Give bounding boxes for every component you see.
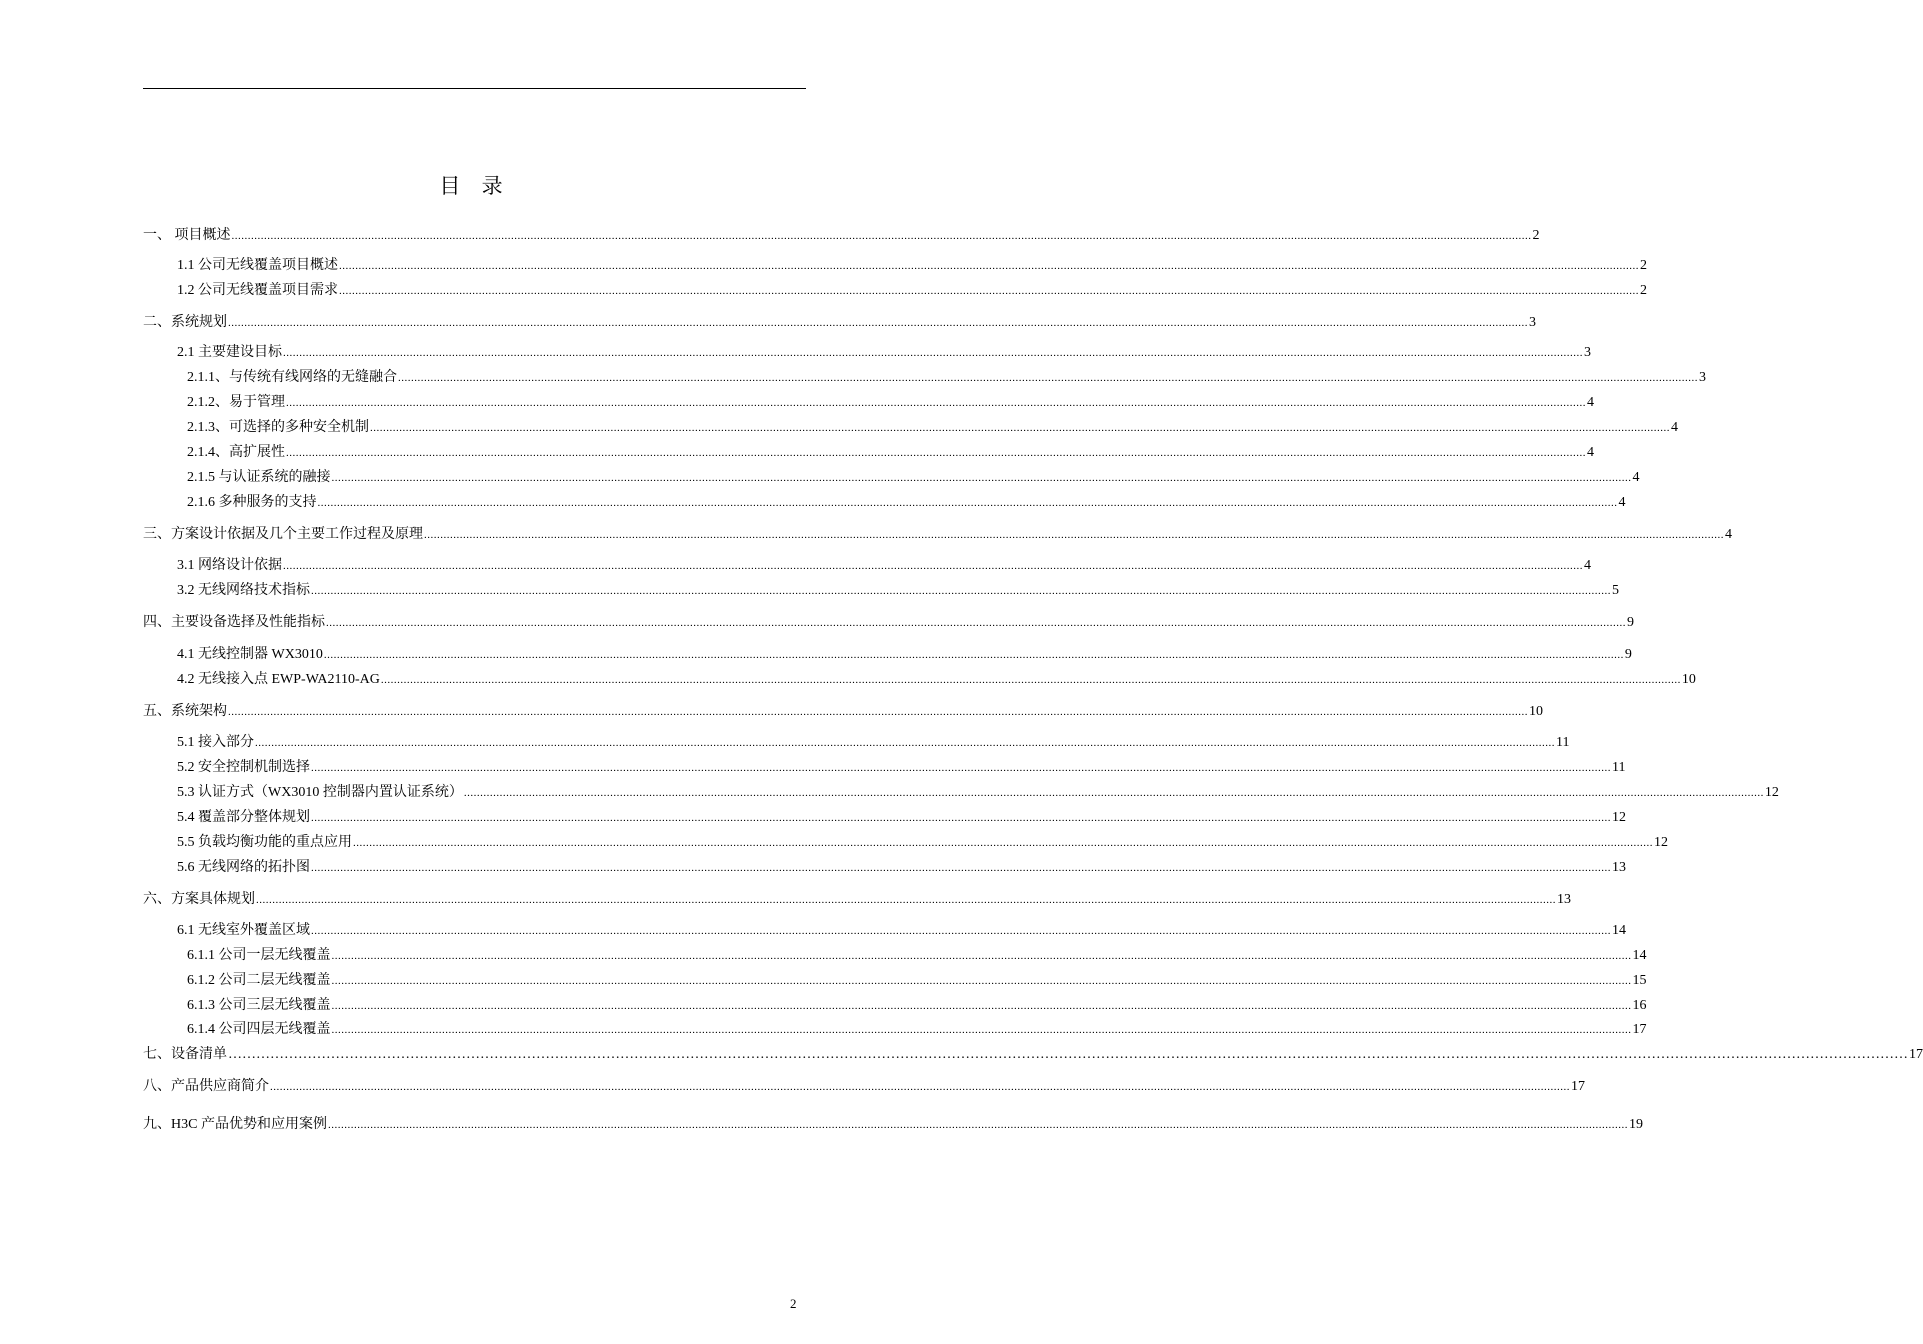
toc-entry-label: 2.1.3、可选择的多种安全机制: [187, 420, 369, 435]
toc-entry[interactable]: [177, 581, 1619, 601]
toc-entry[interactable]: [177, 256, 1647, 276]
dot-leader: ................................................................................................................................................................................................................................................................................................................................................................................................................: [326, 617, 1626, 629]
toc-entry[interactable]: [187, 493, 1626, 513]
dot-leader: ................................................................................................................................................................................................................................................................................................................................................................................................................: [353, 837, 1653, 849]
toc-entry-label: 三、方案设计依据及几个主要工作过程及原理: [143, 527, 423, 542]
dot-leader: ................................................................................................................................................................................................................................................................................................................................................................................................................: [380, 674, 1681, 686]
toc-entry-page: 4: [1587, 445, 1594, 460]
toc-entry[interactable]: [143, 226, 1540, 246]
dot-leader: ................................................................................................................................................................................................................................................................................................................................................................................................................: [424, 529, 1724, 541]
toc-entry-page: 11: [1612, 760, 1626, 775]
toc-entry-label: 5.2 安全控制机制选择: [177, 760, 310, 775]
toc-entry[interactable]: [187, 443, 1594, 463]
toc-entry-label: 2.1.2、易于管理: [187, 395, 285, 410]
toc-entry-page: 2: [1640, 258, 1647, 273]
toc-entry-label: 四、主要设备选择及性能指标: [143, 615, 325, 630]
dot-leader: ................................................................................................................................................................................................................................................................................................................................................................................................................: [331, 1000, 1632, 1012]
dot-leader: ................................................................................................................................................................................................................................................................................................................................................................................................................: [339, 285, 1639, 297]
toc-entry[interactable]: [143, 525, 1732, 545]
toc-entry-page: 10: [1529, 704, 1543, 719]
dot-leader: ................................................................................................................................................................................................................................................................................................................................................................................................................: [311, 925, 1611, 937]
toc-entry-label: 6.1.1 公司一层无线覆盖: [187, 948, 331, 963]
toc-entry-label: 3.2 无线网络技术指标: [177, 583, 310, 598]
dot-leader: ................................................................................................................................................................................................................................................................................................................................................................................................................: [228, 317, 1528, 329]
toc-entry-page: 14: [1632, 948, 1647, 963]
toc-entry-page: 4: [1725, 527, 1732, 542]
dot-leader: ................................................................................................................................................................................................................................................................................................................................................................................................................: [331, 950, 1632, 962]
toc-entry-page: 4: [1587, 395, 1594, 410]
toc-entry-label: 6.1.4 公司四层无线覆盖: [187, 1022, 331, 1037]
dot-leader: ................................................................................................................................................................................................................................................................................................................................................................................................................: [228, 706, 1528, 718]
toc-entry-page: 17: [1909, 1047, 1923, 1062]
toc-entry[interactable]: [177, 808, 1626, 828]
toc-entry[interactable]: [143, 1045, 1923, 1065]
toc-entry[interactable]: [177, 758, 1626, 778]
toc-entry-page: 19: [1628, 1117, 1643, 1132]
toc-entry[interactable]: [143, 1115, 1643, 1135]
toc-entry[interactable]: [177, 670, 1696, 690]
dot-leader: ................................................................................................................................................................................................................................................................................................................................................................................................................: [286, 447, 1586, 459]
toc-entry[interactable]: [177, 556, 1591, 576]
toc-entry-page: 12: [1612, 810, 1626, 825]
toc-entry[interactable]: [187, 418, 1678, 438]
toc-entry[interactable]: [177, 343, 1591, 363]
dot-leader: ................................................................................................................................................................................................................................................................................................................................................................................................................: [331, 975, 1632, 987]
dot-leader: ................................................................................................................................................................................................................................................................................................................................................................................................................: [283, 347, 1583, 359]
toc-entry-label: 八、产品供应商简介: [143, 1079, 269, 1094]
toc-entry-label: 七、设备清单: [143, 1047, 227, 1062]
toc-entry[interactable]: [177, 281, 1647, 301]
toc-entry-label: 3.1 网络设计依据: [177, 558, 282, 573]
toc-entry[interactable]: [187, 368, 1706, 388]
dot-leader: ................................................................................................................................................................................................................................................................................................................................................................................................................: [311, 862, 1611, 874]
toc-entry-page: 4: [1671, 420, 1678, 435]
toc-entry-label: 5.5 负载均衡功能的重点应用: [177, 835, 352, 850]
toc-entry-page: 3: [1529, 315, 1536, 330]
toc-entry[interactable]: [143, 702, 1543, 722]
toc-entry-page: 13: [1612, 860, 1626, 875]
dot-leader: ................................................................................................................................................................................................................................................................................................................................................................................................................: [283, 560, 1583, 572]
toc-entry-label: 6.1.3 公司三层无线覆盖: [187, 998, 331, 1013]
toc-entry-page: 4: [1632, 470, 1640, 485]
dot-leader: ................................................................................................................................................................................................................................................................................................................................................................................................................: [339, 260, 1639, 272]
toc-entry[interactable]: [177, 733, 1570, 753]
toc-entry[interactable]: [177, 783, 1779, 803]
dot-leader: ................................................................................................................................................................................................................................................................................................................................................................................................................: [331, 472, 1632, 484]
toc-entry-page: 3: [1699, 370, 1706, 385]
toc-entry[interactable]: [177, 858, 1626, 878]
toc-entry-label: 2.1.6 多种服务的支持: [187, 495, 317, 510]
toc-entry-label: 二、系统规划: [143, 315, 227, 330]
toc-entry[interactable]: [177, 833, 1668, 853]
toc-title: 目 录: [439, 174, 511, 198]
toc-entry-label: 6.1 无线室外覆盖区域: [177, 923, 310, 938]
toc-entry[interactable]: [143, 613, 1634, 633]
toc-entry[interactable]: [177, 921, 1626, 941]
toc-entry-page: 9: [1624, 647, 1632, 662]
toc-entry-label: 4.2 无线接入点 EWP-WA2110-AG: [177, 672, 380, 687]
toc-entry-page: 16: [1632, 998, 1647, 1013]
toc-entry-page: 12: [1654, 835, 1668, 850]
toc-entry-page: 2: [1640, 283, 1647, 298]
dot-leader: ................................................................................................................................................................................................................................................................................................................................................................................................................: [317, 497, 1618, 509]
dot-leader: ................................................................................................................................................................................................................................................................................................................................................................................................................: [270, 1081, 1570, 1093]
toc-entry-page: 14: [1612, 923, 1626, 938]
toc-entry-label: 6.1.2 公司二层无线覆盖: [187, 973, 331, 988]
toc-entry[interactable]: [143, 313, 1536, 333]
toc-entry-label: 六、方案具体规划: [143, 892, 255, 907]
toc-entry-label: 1.2 公司无线覆盖项目需求: [177, 283, 338, 298]
toc-entry-page: 4: [1584, 558, 1591, 573]
toc-entry-page: 2: [1532, 228, 1540, 243]
toc-entry-page: 17: [1632, 1022, 1647, 1037]
dot-leader: ................................................................................................................................................................................................................................................................................................................................................................................................................: [311, 585, 1611, 597]
dot-leader: ................................................................................................................................................................................................................................................................................................................................................................................................................: [331, 1024, 1632, 1036]
toc-entry-label: 2.1 主要建设目标: [177, 345, 282, 360]
toc-entry-label: 5.1 接入部分: [177, 735, 254, 750]
toc-entry-label: 5.3 认证方式（WX3010 控制器内置认证系统）: [177, 785, 463, 800]
dot-leader: ………………………………………………………………………………………………………………………………………………………………………………………………………………………………………………………………………………………………………………………………: [228, 1047, 1908, 1062]
toc-entry[interactable]: [187, 468, 1640, 488]
toc-entry-page: 10: [1681, 672, 1696, 687]
toc-entry-page: 17: [1571, 1079, 1585, 1094]
toc-entry-page: 5: [1612, 583, 1619, 598]
page-number: 2: [790, 1296, 797, 1311]
toc-entry-label: 1.1 公司无线覆盖项目概述: [177, 258, 338, 273]
dot-leader: ................................................................................................................................................................................................................................................................................................................................................................................................................: [231, 230, 1532, 242]
dot-leader: ................................................................................................................................................................................................................................................................................................................................................................................................................: [327, 1119, 1628, 1131]
dot-leader: ................................................................................................................................................................................................................................................................................................................................................................................................................: [311, 762, 1611, 774]
dot-leader: ................................................................................................................................................................................................................................................................................................................................................................................................................: [286, 397, 1586, 409]
toc-entry-page: 13: [1557, 892, 1571, 907]
toc-entry[interactable]: [187, 946, 1647, 966]
dot-leader: ................................................................................................................................................................................................................................................................................................................................................................................................................: [398, 372, 1698, 384]
toc-entry[interactable]: [187, 1020, 1647, 1040]
toc-entry-label: 2.1.5 与认证系统的融接: [187, 470, 331, 485]
toc-entry-page: 12: [1764, 785, 1779, 800]
toc-entry[interactable]: [177, 645, 1632, 665]
dot-leader: ................................................................................................................................................................................................................................................................................................................................................................................................................: [256, 894, 1556, 906]
toc-entry[interactable]: [187, 393, 1594, 413]
dot-leader: ................................................................................................................................................................................................................................................................................................................................................................................................................: [255, 737, 1555, 749]
toc-entry-label: 九、H3C 产品优势和应用案例: [143, 1117, 327, 1132]
toc-entry-page: 3: [1584, 345, 1591, 360]
toc-entry-page: 9: [1627, 615, 1634, 630]
dot-leader: ................................................................................................................................................................................................................................................................................................................................................................................................................: [323, 649, 1624, 661]
toc-entry-page: 15: [1632, 973, 1647, 988]
dot-leader: ................................................................................................................................................................................................................................................................................................................................................................................................................: [463, 787, 1764, 799]
toc-entry[interactable]: [187, 996, 1647, 1016]
toc-entry-label: 5.4 覆盖部分整体规划: [177, 810, 310, 825]
toc-entry-page: 11: [1556, 735, 1570, 750]
toc-entry[interactable]: [187, 971, 1647, 991]
toc-entry-label: 2.1.1、与传统有线网络的无缝融合: [187, 370, 397, 385]
toc-entry[interactable]: [143, 1077, 1585, 1097]
toc-entry-label: 4.1 无线控制器 WX3010: [177, 647, 323, 662]
toc-entry-page: 4: [1618, 495, 1626, 510]
toc-entry-label: 2.1.4、高扩展性: [187, 445, 285, 460]
toc-entry-label: 一、 项目概述: [143, 228, 231, 243]
dot-leader: ................................................................................................................................................................................................................................................................................................................................................................................................................: [311, 812, 1611, 824]
toc-entry-label: 5.6 无线网络的拓扑图: [177, 860, 310, 875]
toc-entry[interactable]: [143, 890, 1571, 910]
dot-leader: ................................................................................................................................................................................................................................................................................................................................................................................................................: [370, 422, 1670, 434]
toc-entry-label: 五、系统架构: [143, 704, 227, 719]
